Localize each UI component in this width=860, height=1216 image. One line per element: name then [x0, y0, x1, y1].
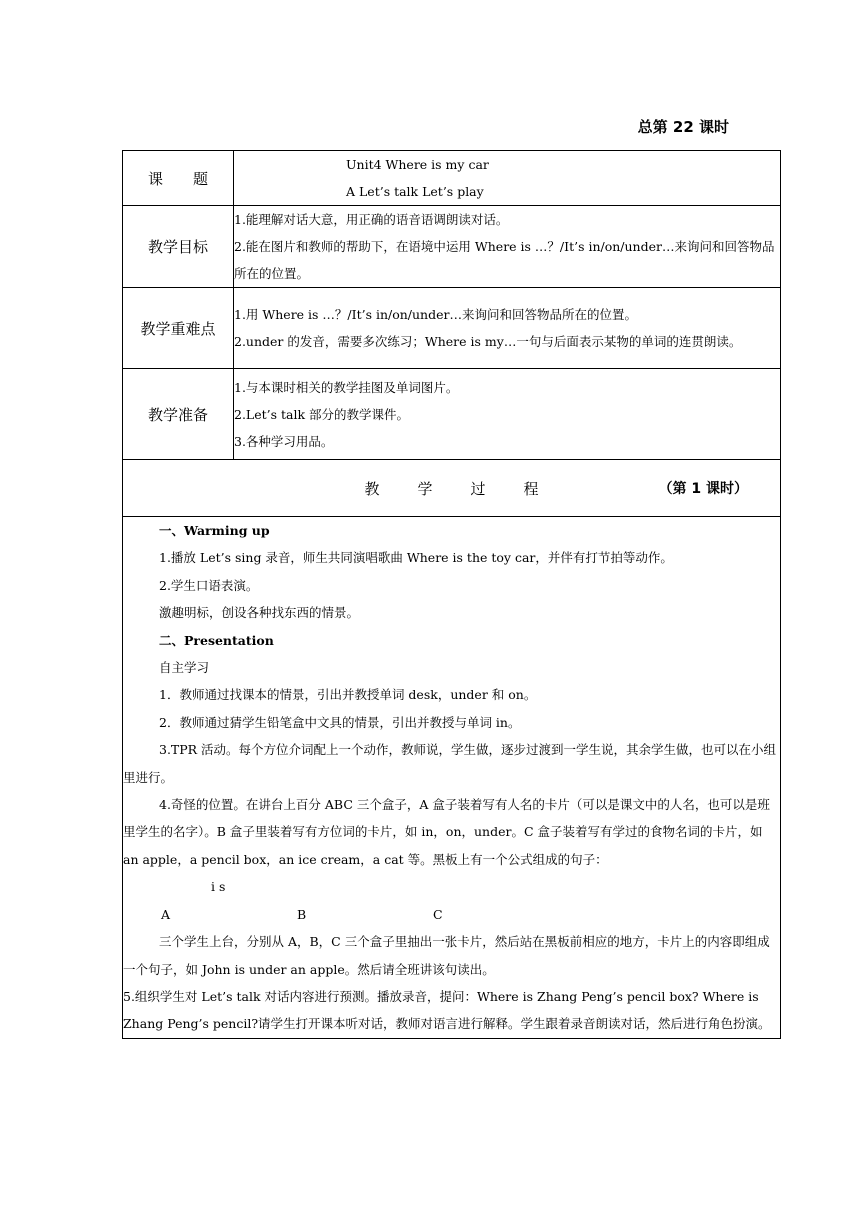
- paragraph: 三个学生上台，分别从 A，B，C 三个盒子里抽出一张卡片，然后站在黑板前相应的地方，卡片上的内容即组成一个句子，如 John is under an apple。然后请全班讲该句读出。: [123, 934, 770, 977]
- key-points-label: 教学重难点: [123, 288, 234, 369]
- paragraph: 5.组织学生对 Let’s talk 对话内容进行预测。播放录音，提问：Where is Zhang Peng’s pencil box? Where is Zhang Peng’s pencil?请学生打开课本听对话，教师对语言进行解释。学生跟着录音朗读对话，然后进行角色扮演。: [123, 988, 771, 1032]
- paragraph: 4.奇怪的位置。在讲台上百分 ABC 三个盒子，A 盒子装着写有人名的卡片（可以是课文中的人名，也可以是班里学生的名字）。B 盒子里装着写有方位词的卡片，如 in，on，under。C 盒子装着写有学过的食物名词的卡片，如 an apple，a pencil box，an ice cream，a cat 等。黑板上有一个公式组成的句子：: [123, 797, 770, 867]
- preparation-item: 3.各种学习用品。: [234, 433, 334, 449]
- key-point-item: 2.under 的发音，需要多次练习；Where is my…一句与后面表示某物的单词的连贯朗读。: [234, 334, 742, 349]
- goals-content: [234, 206, 781, 288]
- paragraph: 激趣明标，创设各种找东西的情景。: [159, 605, 360, 621]
- key-point-item: 1.用 Where is …？/It’s in/on/under…来询问和回答物品所在的位置。: [234, 307, 637, 322]
- paragraph: 1.播放 Let’s sing 录音，师生共同演唱歌曲 Where is the toy car，并伴有打节拍等动作。: [159, 550, 673, 566]
- period-label: （第 1 课时）: [658, 481, 748, 497]
- topic-line-1: Unit4 Where is my car: [346, 157, 489, 172]
- goals-row: [123, 206, 781, 288]
- section-heading: 二、Presentation: [159, 632, 274, 648]
- goals-label: 教学目标: [123, 206, 234, 288]
- preparation-content: [234, 369, 781, 460]
- preparation-item: 1.与本课时相关的教学挂图及单词图片。: [234, 379, 459, 395]
- paragraph: 2．教师通过猜学生铅笔盒中文具的情景，引出并教授与单词 in。: [159, 714, 521, 730]
- process-header: [123, 460, 781, 517]
- process-title: 教学过程: [364, 479, 577, 498]
- key-points-content: [234, 288, 781, 369]
- process-header-row: [123, 460, 781, 517]
- formula-a: A: [161, 906, 171, 922]
- topic-content: [234, 151, 781, 206]
- formula-is: i s: [211, 879, 226, 895]
- topic-row: [123, 151, 781, 206]
- preparation-label: 教学准备: [123, 369, 234, 460]
- paragraph: 2.学生口语表演。: [159, 577, 259, 593]
- process-body: [123, 517, 781, 1039]
- section-heading: 一、Warming up: [159, 523, 270, 538]
- lesson-number: 总第 22 课时: [637, 118, 729, 136]
- topic-label: 课 题: [123, 151, 234, 206]
- subheading: 自主学习: [159, 660, 210, 676]
- topic-line-2: A Let’s talk Let’s play: [346, 184, 484, 199]
- formula-c: C: [433, 906, 443, 922]
- preparation-row: [123, 369, 781, 460]
- paragraph: 1．教师通过找课本的情景，引出并教授单词 desk，under 和 on。: [159, 687, 537, 703]
- key-points-row: [123, 288, 781, 369]
- preparation-item: 2.Let’s talk 部分的教学课件。: [234, 406, 410, 422]
- formula-abc: [123, 901, 780, 928]
- lesson-plan-table: [122, 150, 781, 1039]
- goal-item: 2.能在图片和教师的帮助下，在语境中运用 Where is …？/It’s in/on/under…来询问和回答物品所在的位置。: [234, 239, 775, 281]
- process-body-row: [123, 517, 781, 1039]
- goal-item: 1.能理解对话大意，用正确的语音语调朗读对话。: [234, 212, 509, 227]
- formula-b: B: [297, 906, 307, 922]
- paragraph: 3.TPR 活动。每个方位介词配上一个动作，教师说，学生做，逐步过渡到一学生说，其余学生做，也可以在小组里进行。: [123, 742, 777, 785]
